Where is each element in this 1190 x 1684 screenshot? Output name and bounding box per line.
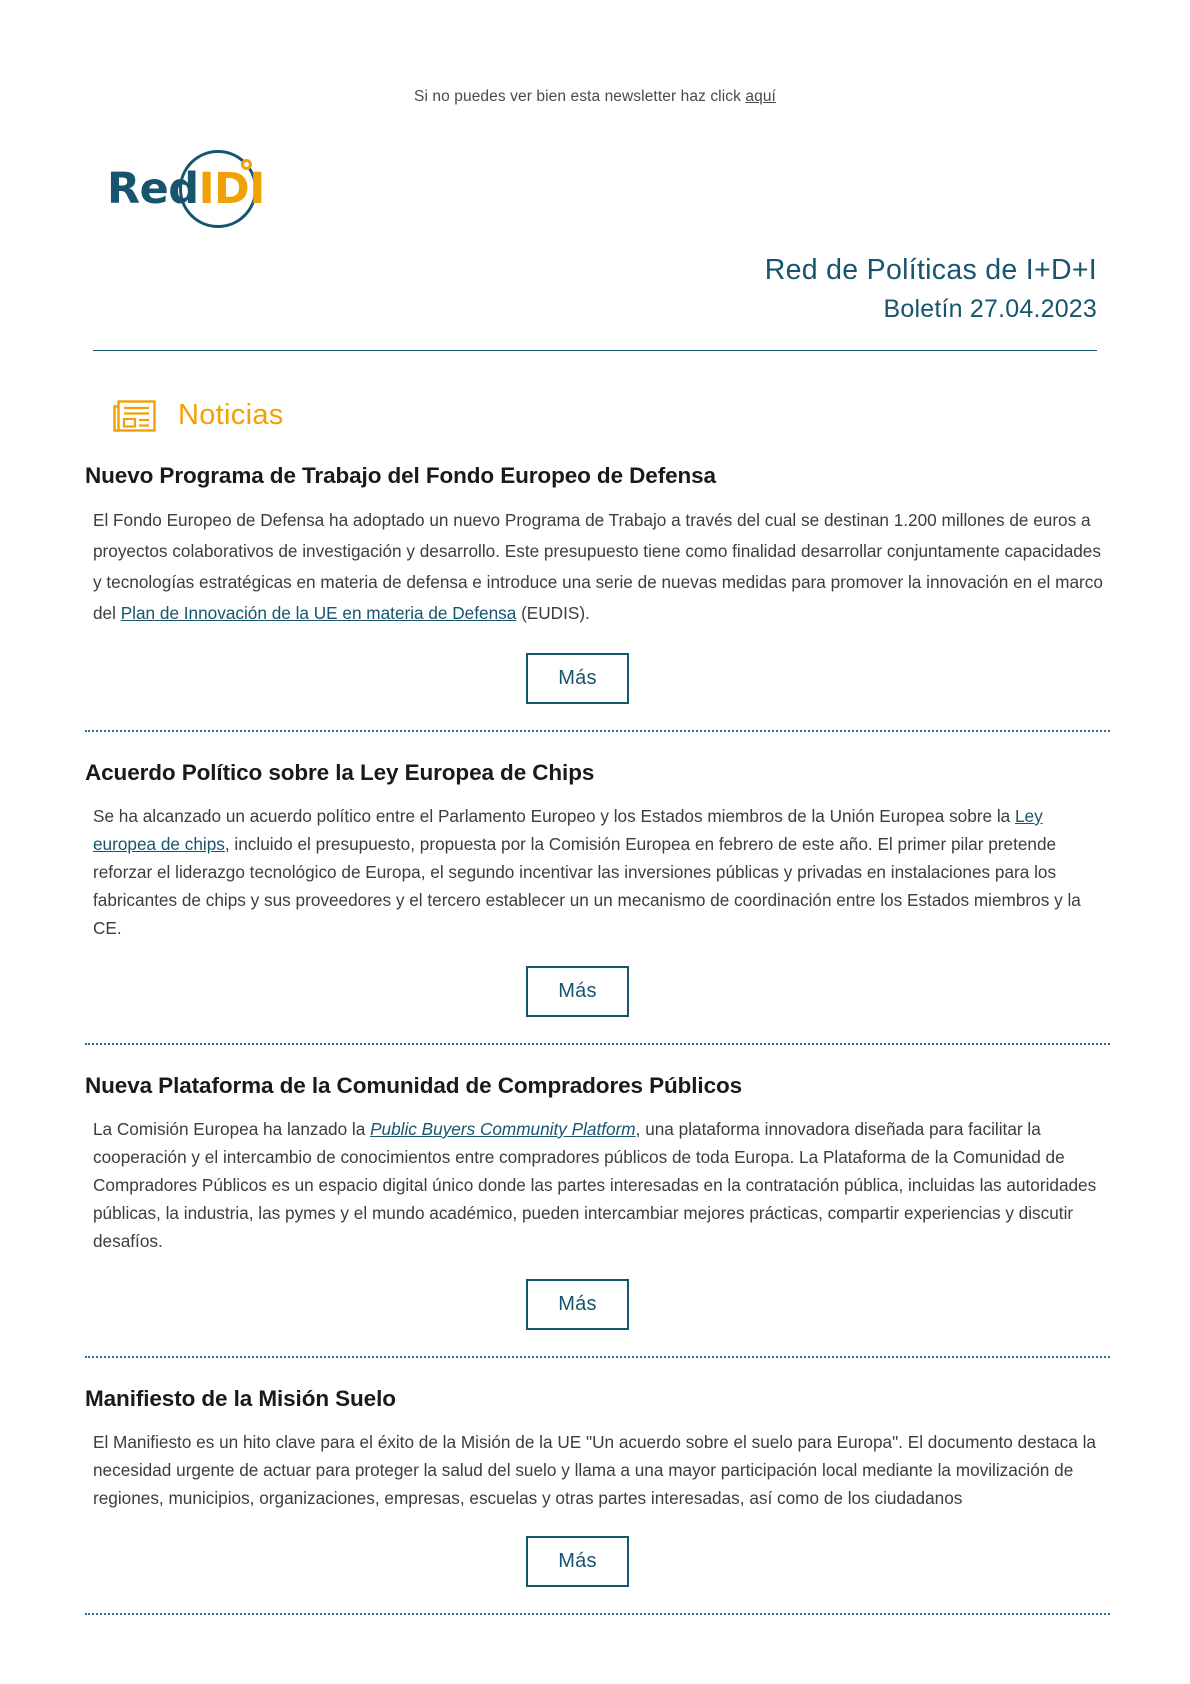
article-body: [85, 505, 1110, 629]
article-inline-link[interactable]: Public Buyers Community Platform: [370, 1119, 636, 1139]
article-body-pre: La Comisión Europea ha lanzado la: [93, 1119, 371, 1139]
preheader: [0, 0, 1190, 106]
article-inline-link[interactable]: Plan de Innovación de la UE en materia de Defensa: [120, 603, 517, 623]
article-body-pre: Se ha alcanzado un acuerdo político entre el Parlamento Europeo y los Estados miembros de la Unión Europea sobre la: [93, 806, 1015, 826]
article-button-row: [85, 1279, 1110, 1330]
article-divider: [85, 1613, 1110, 1615]
article-body-post: (EUDIS).: [516, 603, 590, 623]
preheader-text: Si no puedes ver bien esta newsletter haz click: [414, 88, 746, 105]
article-body-pre: El Manifiesto es un hito clave para el éxito de la Misión de la UE "Un acuerdo sobre el suelo para Europa". El documento destaca la necesidad urgente de actuar para proteger la salud del suelo y llama a una mayor participación local mediante la movilización de regiones, municipios, organizaciones, empresas, escuelas y otras partes interesadas, así como de los ciudadanos: [93, 1432, 1096, 1508]
page-subtitle: Boletín 27.04.2023: [883, 295, 1097, 323]
article-title: Nuevo Programa de Trabajo del Fondo Europeo de Defensa: [85, 463, 716, 488]
article-body: [85, 1115, 1110, 1255]
mas-button[interactable]: Más: [526, 1279, 628, 1330]
mas-button[interactable]: Más: [526, 653, 628, 704]
newspaper-icon: [111, 395, 157, 435]
article-title: Manifiesto de la Misión Suelo: [85, 1386, 396, 1411]
article-item: [85, 1358, 1110, 1615]
header-title-block: [93, 250, 1097, 328]
mas-button[interactable]: Más: [526, 1536, 628, 1587]
preheader-link-aqui[interactable]: aquí: [745, 88, 776, 105]
article-body-post: , incluido el presupuesto, propuesta por la Comisión Europea en febrero de este año. El primer pilar pretende reforzar el liderazgo tecnológico de Europa, el segundo incentivar las inversiones públicas y privadas en instalaciones para los fabricantes de chips y sus proveedores y el tercero establecer un un mecanismo de coordinación entre los Estados miembros y la CE.: [93, 834, 1081, 938]
logo-text-red: Red: [107, 164, 199, 214]
article-inline-link[interactable]: Ley europea de chips: [93, 806, 1043, 854]
newsletter-header: [0, 140, 1190, 435]
article-title: Nueva Plataforma de la Comunidad de Compradores Públicos: [85, 1073, 743, 1098]
article-item: [85, 732, 1110, 1045]
mas-button[interactable]: Más: [526, 966, 628, 1017]
article-button-row: [85, 1536, 1110, 1587]
article-body-pre: El Fondo Europeo de Defensa ha adoptado un nuevo Programa de Trabajo a través del cual se destinan 1.200 millones de euros a proyectos colaborativos de investigación y desarrollo. Este presupuesto tiene como finalidad desarrollar conjuntamente capacidades y tecnologías estratégicas en materia de defensa e introduce una serie de nuevas medidas para promover la innovación en el marco del: [93, 510, 1103, 623]
article-title: Acuerdo Político sobre la Ley Europea de Chips: [85, 760, 595, 785]
logo-text-idi: IDI: [198, 164, 265, 214]
article-body-post: , una plataforma innovadora diseñada para facilitar la cooperación y el intercambio de conocimientos entre compradores públicos de toda Europa. La Plataforma de la Comunidad de Compradores Públicos es un espacio digital único donde las partes interesadas en la contratación pública, incluidas las autoridades públicas, la industria, las pymes y el mundo académico, pueden intercambiar mejores prácticas, compartir experiencias y discutir desafíos.: [93, 1119, 1097, 1251]
article-item: [85, 435, 1110, 732]
article-button-row: [85, 966, 1110, 1017]
article-item: [85, 1045, 1110, 1358]
article-body: [85, 1428, 1110, 1512]
header-divider: [93, 350, 1097, 351]
articles-list: [0, 435, 1190, 1615]
section-header-noticias: [111, 395, 1097, 435]
article-button-row: [85, 653, 1110, 704]
section-title: Noticias: [178, 398, 284, 431]
logo-wordmark: [107, 164, 265, 214]
redidi-logo[interactable]: [107, 140, 277, 238]
page-title: Red de Políticas de I+D+I: [764, 254, 1097, 286]
article-body: [85, 802, 1110, 942]
